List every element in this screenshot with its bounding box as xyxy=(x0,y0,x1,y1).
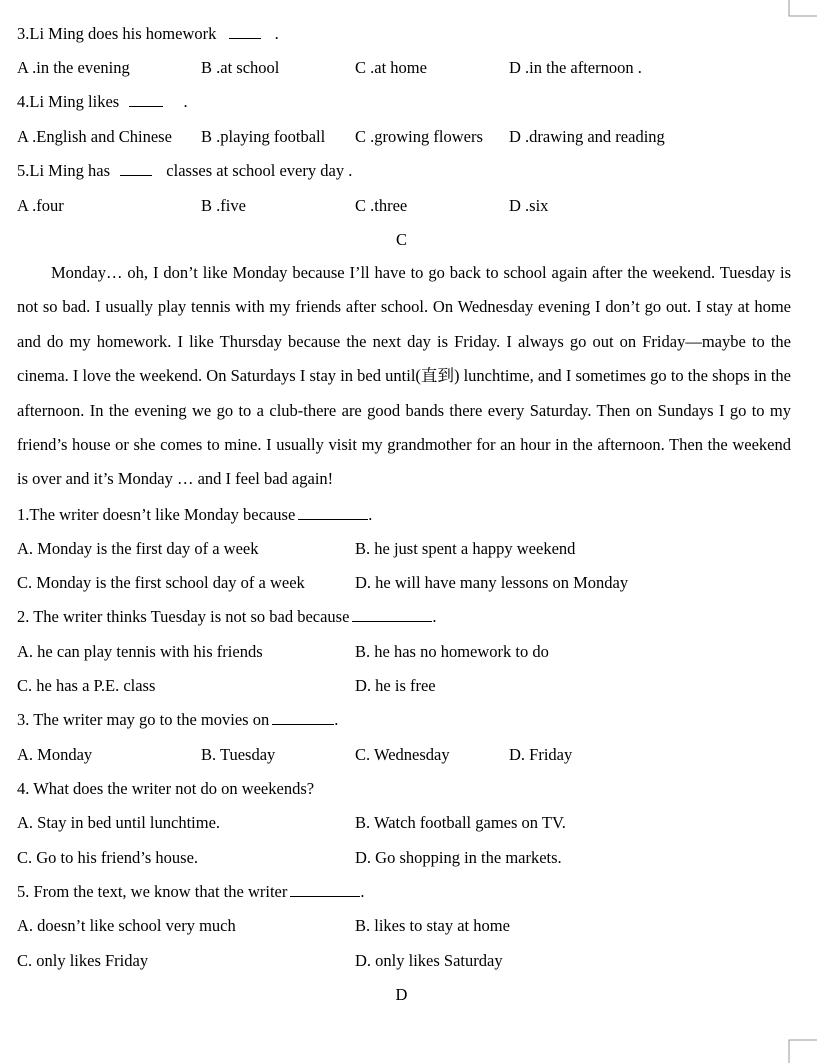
stem-end: . xyxy=(432,607,437,626)
option-a[interactable]: A. Monday is the first day of a week xyxy=(17,539,259,558)
section-heading-c: C xyxy=(395,230,407,249)
question-stem: 2. The writer thinks Tuesday is not so bad because xyxy=(17,607,350,626)
option-b[interactable]: B. Watch football games on TV. xyxy=(355,813,566,832)
stem-continuation: classes at school every day . xyxy=(166,161,353,180)
option-a[interactable]: A .four xyxy=(17,196,64,215)
passage-text: Monday… oh, I don’t like Monday because I’ll have to go back to school again after the weekend. Tuesday is not so bad. I usually play tennis with my friends after school. On Wednesday evening I don’t go out. I stay at home and do my homework. I like Thursday because the next day is Friday. I always go out on Friday—maybe to the cinema. I love the weekend. On Saturdays I stay in bed until(直到) lunchtime, and I sometimes go to the shops in the afternoon. In the evening we go to a club-there are good bands there every Saturday. Then on Sundays I go to my friend’s house or she comes to mine. I usually visit my grandmother for an hour in the afternoon. Then the weekend is over and it’s Monday … and I feel bad again! xyxy=(17,263,791,489)
stem-end: . xyxy=(334,710,339,729)
question-c3 xyxy=(17,710,338,730)
question-stem: 5.Li Ming has xyxy=(17,161,111,180)
option-a[interactable]: A. he can play tennis with his friends xyxy=(17,642,263,661)
question-stem: 4. What does the writer not do on weekends? xyxy=(17,779,315,798)
question-c1 xyxy=(17,505,372,525)
option-d[interactable]: D. he will have many lessons on Monday xyxy=(355,573,629,592)
option-b[interactable]: B. Tuesday xyxy=(201,745,276,764)
option-c[interactable]: C .at home xyxy=(355,58,427,77)
question-b3 xyxy=(17,24,279,44)
option-d[interactable]: D .six xyxy=(509,196,549,215)
option-a[interactable]: A. Monday xyxy=(17,745,93,764)
option-a[interactable]: A .in the evening xyxy=(17,58,130,77)
option-a[interactable]: A. doesn’t like school very much xyxy=(17,916,236,935)
option-d[interactable]: D. only likes Saturday xyxy=(355,951,503,970)
reading-passage xyxy=(17,256,791,497)
option-b[interactable]: B .five xyxy=(201,196,246,215)
option-b[interactable]: B. he has no homework to do xyxy=(355,642,549,661)
stem-end: . xyxy=(274,24,279,43)
option-a[interactable]: A .English and Chinese xyxy=(17,127,172,146)
question-c4 xyxy=(17,779,314,799)
answer-blank[interactable] xyxy=(352,607,432,622)
option-b[interactable]: B. he just spent a happy weekend xyxy=(355,539,576,558)
option-b[interactable]: B .at school xyxy=(201,58,280,77)
option-c[interactable]: C .growing flowers xyxy=(355,127,483,146)
question-stem: 3. The writer may go to the movies on xyxy=(17,710,270,729)
question-stem: 4.Li Ming likes xyxy=(17,92,120,111)
stem-end: . xyxy=(368,505,373,524)
question-stem: 1.The writer doesn’t like Monday because xyxy=(17,505,296,524)
question-b4 xyxy=(17,92,188,112)
question-stem: 5. From the text, we know that the writer xyxy=(17,882,288,901)
option-d[interactable]: D. Friday xyxy=(509,745,573,764)
answer-blank[interactable] xyxy=(290,882,360,897)
answer-blank[interactable] xyxy=(298,505,368,520)
option-d[interactable]: D. he is free xyxy=(355,676,436,695)
answer-blank[interactable] xyxy=(272,710,334,725)
option-c[interactable]: C. Monday is the first school day of a week xyxy=(17,573,305,592)
question-c5 xyxy=(17,882,364,902)
option-a[interactable]: A. Stay in bed until lunchtime. xyxy=(17,813,221,832)
option-c[interactable]: C. he has a P.E. class xyxy=(17,676,156,695)
stem-end: . xyxy=(183,92,188,111)
option-d[interactable]: D .drawing and reading xyxy=(509,127,665,146)
answer-blank[interactable] xyxy=(229,24,261,39)
option-c[interactable]: C. only likes Friday xyxy=(17,951,149,970)
option-c[interactable]: C. Go to his friend’s house. xyxy=(17,848,199,867)
answer-blank[interactable] xyxy=(129,92,163,107)
option-b[interactable]: B. likes to stay at home xyxy=(355,916,510,935)
option-d[interactable]: D .in the afternoon . xyxy=(509,58,642,77)
answer-blank[interactable] xyxy=(120,161,152,176)
stem-end: . xyxy=(360,882,365,901)
crop-mark-top-right xyxy=(786,0,817,18)
option-c[interactable]: C .three xyxy=(355,196,408,215)
option-b[interactable]: B .playing football xyxy=(201,127,326,146)
section-heading-d: D xyxy=(395,985,408,1004)
crop-mark-bottom-right xyxy=(786,1038,817,1063)
question-stem: 3.Li Ming does his homework xyxy=(17,24,217,43)
question-b5 xyxy=(17,161,352,181)
question-c2 xyxy=(17,607,437,627)
option-d[interactable]: D. Go shopping in the markets. xyxy=(355,848,562,867)
option-c[interactable]: C. Wednesday xyxy=(355,745,450,764)
